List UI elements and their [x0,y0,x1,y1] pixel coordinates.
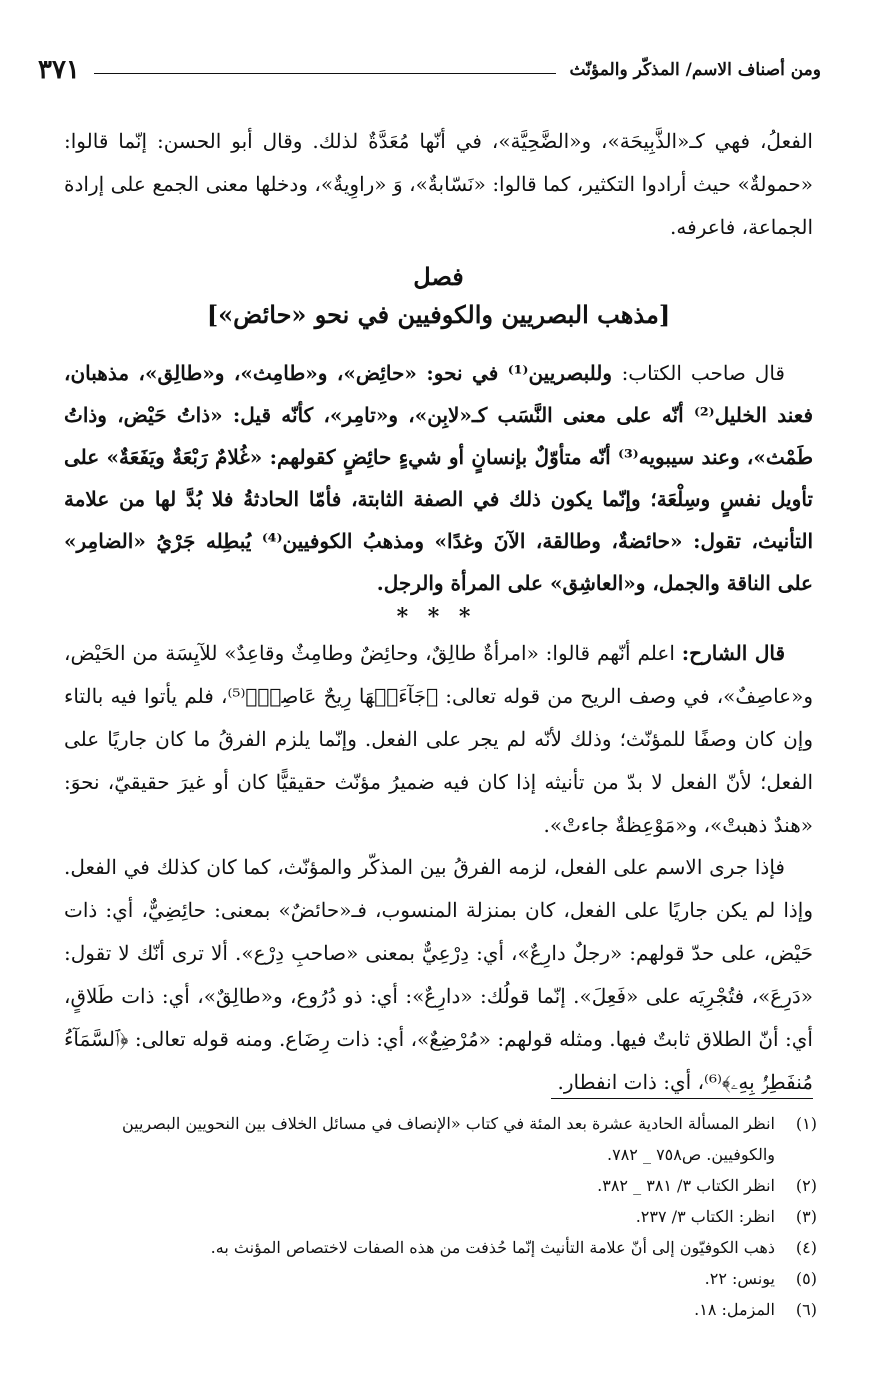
sharh-paragraph-1 [64,632,813,847]
footnote-text: المزمل: ١٨. [694,1300,775,1319]
footnote-4 [64,1232,817,1263]
footnote-number: (٢) [795,1176,817,1195]
footnote-1 [64,1108,817,1170]
footnote-number: (١) [795,1114,817,1133]
matn-paragraph [64,352,813,604]
footnote-number: (٤) [795,1238,817,1257]
footnote-text: ذهب الكوفيّون إلى أنّ علامة التأنيث إنّما حُذفت من هذه الصفات لاختصاص المؤنث به. [210,1238,775,1257]
running-header [38,52,821,88]
sharh-paragraph-2 [64,846,813,1104]
footnotes [64,1108,817,1325]
sharh-text-1: اعلم أنّهم قالوا: «امرأةٌ طالِقٌ، وحائِضٌ وطامِثٌ وقاعِدٌ» للآيِسَة من الحَيْض، و«عاصِفٌ»، في وصف الريح من قوله تعالى: ﴿جَآءَتۡهَا رِيحٌ عَاصِفٞ﴾⁽⁵⁾، فلم يأتوا فيه بالتاء وإن كان وصفًا للمؤنّث؛ وذلك لأنّه لم يجر على الفعل. وإنّما يلزم الفرقُ ما كان جاريًا على الفعل؛ لأنّ الفعل لا بدّ من تأنيثه إذا كان فيه ضميرُ مؤنّث حقيقيًّا كان أو غيرَ حقيقيّ، نحوَ: «هندٌ ذهبتْ»، و«مَوْعِظةٌ جاءتْ». [64,641,814,837]
footnote-number: (٦) [795,1300,817,1319]
footnote-2 [64,1170,817,1201]
matn-lead: قال صاحب الكتاب: [621,361,785,385]
footnote-5 [64,1263,817,1294]
section-subtitle: [مذهب البصريين والكوفيين في نحو «حائض»] [206,300,671,329]
intro-paragraph [64,120,813,249]
running-title: ومن أصناف الاسم/ المذكّر والمؤنّث [569,60,821,80]
footnote-number: (٣) [795,1207,817,1226]
separator-stars: * * * [396,604,477,630]
footnote-number: (٥) [795,1269,817,1288]
footnote-3 [64,1201,817,1232]
header-rule [94,73,556,74]
footnote-rule [551,1098,813,1099]
intro-text: الفعلُ، فهي كـ«الذَّبِيحَة»، و«الضَّحِيَّة»، في أنّها مُعَدَّةٌ لذلك. وقال أبو الحسن: إنّما قالوا: «حمولةٌ» حيث أرادوا التكثير، كما قالوا: «نَسّابةٌ»، وَ «راوِيةٌ»، ودخلها معنى الجمع على إرادة الجماعة، فاعرفه. [64,129,813,239]
sharh-label: قال الشارح: [681,641,786,665]
footnote-text: يونس: ٢٢. [704,1269,775,1288]
footnote-text: انظر الكتاب ٣/ ٣٨١ _ ٣٨٢. [597,1176,775,1195]
page-number: ٣٧١ [38,55,80,85]
sharh-text-2: فإذا جرى الاسم على الفعل، لزمه الفرقُ بين المذكّر والمؤنّث، كما كان كذلك في الفعل. وإذا لم يكن جاريًا على الفعل، كان بمنزلة المنسوب، فـ«حائضٌ» بمعنى: حائِضِيٌّ، أي: ذات حَيْض، على حدّ قولهم: «رجلٌ دارِعٌ»، أي: دِرْعِيٌّ بمعنى «صاحبِ دِرْع». ألا ترى أنّك لا تقول: «دَرِعَ»، فتُجْرِيَه على «فَعِلَ». إنّما قولُك: «دارِعٌ»: أي: ذو دُرُوع، و«طالِقٌ»، أي: ذات طَلاقٍ، أي: أنّ الطلاق ثابتٌ فيها. ومثله قولهم: «مُرْضِعٌ»، أي: ذات رِضَاع. ومنه قوله تعالى: ﴿ٱلسَّمَآءُ مُنفَطِرُۢ بِهِۦ﴾⁽⁶⁾، أي: ذات انفطار. [64,855,813,1094]
matn-text: وللبصريين⁽¹⁾ في نحو: «حائِض»، و«طامِث»، و«طالِق»، مذهبان، فعند الخليل⁽²⁾ أنّه على معنى النَّسَب كـ«لابِن»، و«تامِر»، كأنّه قيل: «ذاتُ حَيْض، وذاتُ طَمْث»، وعند سيبويه⁽³⁾ أنّه متأوّلٌ بإنسانٍ أو شيءٍ حائِضٍ كقولهم: «غُلامٌ رَبْعَةٌ ويَفَعَةٌ» على تأويل نفسٍ وسِلْعَة؛ وإنّما يكون ذلك في الصفة الثابتة، فأمّا الحادثةُ فلا بُدَّ لها من علامة التأنيث، تقول: «حائضةٌ، وطالقة، الآنَ وغدًا» ومذهبُ الكوفيين⁽⁴⁾ يُبطِله جَرْيُ «الضامِر» على الناقة والجمل، و«العاشِق» على المرأة والرجل. [64,361,814,595]
footnote-text: انظر: الكتاب ٣/ ٢٣٧. [635,1207,775,1226]
section-title: فصل [413,262,464,291]
footnote-text: انظر المسألة الحادية عشرة بعد المئة في كتاب «الإنصاف في مسائل الخلاف بين النحويين البصريين والكوفيين. ص٧٥٨ _ ٧٨٢. [121,1114,775,1164]
footnote-6 [64,1294,817,1325]
